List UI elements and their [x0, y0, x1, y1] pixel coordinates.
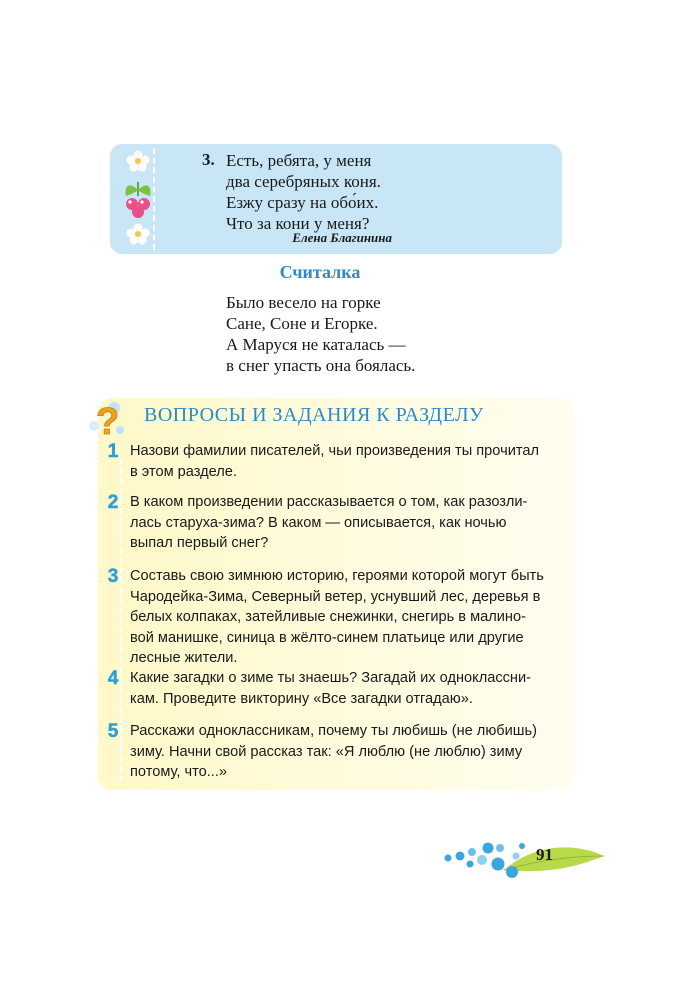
- riddle-text: [226, 150, 381, 234]
- question-number: 2: [107, 492, 119, 513]
- riddle-line: два серебряных коня.: [226, 172, 381, 191]
- question-line: в этом разделе.: [130, 463, 237, 480]
- question-text: [130, 721, 566, 783]
- question-text: [130, 441, 566, 482]
- riddle-line: Езжу сразу на обо́их.: [226, 193, 379, 212]
- questions-heading: ВОПРОСЫ И ЗАДАНИЯ К РАЗДЕЛУ: [144, 404, 484, 426]
- bubbles-leaf-decoration-icon: [434, 834, 604, 884]
- question-line: вой манишке, синица в жёлто-синем платьице или другие: [130, 629, 524, 646]
- question-number: 1: [107, 441, 119, 462]
- riddle-line: Есть, ребята, у меня: [226, 151, 372, 170]
- question-line: потому, что...»: [130, 764, 227, 780]
- question-number: 5: [107, 721, 119, 742]
- question-line: зиму. Начни свой рассказ так: «Я люблю (не люблю) зиму: [130, 743, 523, 760]
- question-number: 3: [107, 566, 119, 587]
- question-line: лась старуха-зима? В каком — описывается, как ночью: [130, 514, 507, 531]
- question-text: [130, 668, 566, 709]
- question-line: белых колпаках, затейливые снежинки, снегирь в малино-: [130, 609, 526, 625]
- question-line: Какие загадки о зиме ты знаешь? Загадай их одноклассни-: [130, 670, 531, 686]
- svg-text:?: ?: [96, 401, 120, 443]
- question-mark-icon: [84, 396, 128, 446]
- question-line: лесные жители.: [130, 650, 238, 666]
- question-text: [130, 566, 566, 669]
- question-text: [130, 492, 566, 554]
- rhyme-line: в снег упасть она боялась.: [226, 356, 416, 375]
- rhyme-line: А Маруся не каталась —: [226, 335, 406, 354]
- rhyme-line: Было весело на горке: [226, 293, 381, 312]
- rhyme-line: Сане, Соне и Егорке.: [226, 314, 378, 333]
- page-number: 91: [536, 845, 553, 864]
- question-number: 4: [107, 668, 119, 689]
- question-line: выпал первый снег?: [130, 535, 269, 551]
- question-line: Чародейка-Зима, Северный ветер, уснувший лес, деревья в: [130, 588, 541, 605]
- flower-berry-decoration-icon: [118, 144, 158, 254]
- question-line: Составь свою зимнюю историю, героями которой могут быть: [130, 568, 544, 584]
- riddle-author: Елена Благинина: [292, 230, 392, 245]
- riddle-number: 3.: [202, 150, 215, 169]
- question-line: Назови фамилии писателей, чьи произведения ты прочитал: [130, 443, 539, 459]
- rhyme-text: [226, 292, 415, 376]
- question-line: В каком произведении рассказывается о том, как разозли-: [130, 494, 528, 510]
- riddle-line: Что за кони у меня?: [226, 214, 370, 233]
- rhyme-title: Считалка: [279, 262, 361, 282]
- question-line: Расскажи одноклассникам, почему ты любишь (не любишь): [130, 723, 537, 739]
- question-line: кам. Проведите викторину «Все загадки отгадаю».: [130, 690, 473, 707]
